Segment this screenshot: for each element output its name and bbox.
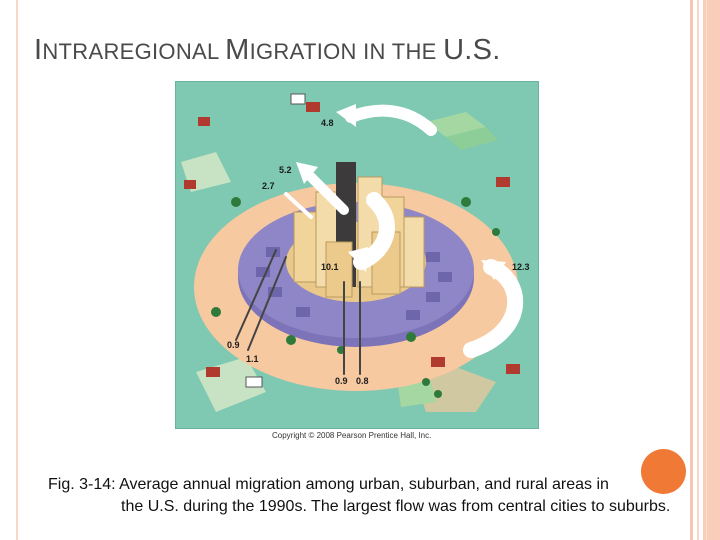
flow-label-city-to-suburb: 10.1: [321, 262, 339, 272]
flow-label-rural-left-b: 1.1: [246, 354, 259, 364]
caption-line-1: Fig. 3-14: Average annual migration among urban, suburban, and rural areas in: [48, 476, 609, 493]
caption-line-2: the U.S. during the 1990s. The largest flow was from central cities to suburbs.: [121, 498, 671, 515]
figure-caption: [48, 474, 688, 518]
flow-label-rural-to-city: 0.8: [356, 376, 369, 386]
title-us: U.S.: [443, 34, 501, 66]
slide-edge-stripe: [690, 0, 693, 540]
copyright-text: Copyright © 2008 Pearson Prentice Hall, Inc.: [272, 431, 432, 440]
slide-edge-stripe: [697, 0, 699, 540]
slide-left-rule: [16, 0, 18, 540]
title-cap-2: M: [225, 34, 250, 66]
slide-title: [34, 30, 501, 67]
flow-label-suburb-to-city: 5.2: [279, 165, 292, 175]
slide-edge-stripe: [706, 0, 707, 540]
title-rest-2: IGRATION IN THE: [249, 39, 444, 64]
flow-label-rural-to-suburb: 4.8: [321, 118, 334, 128]
migration-diagram: [176, 82, 538, 428]
flow-label-suburb-to-rural: 12.3: [512, 262, 530, 272]
flow-label-city-to-rural: 0.9: [335, 376, 348, 386]
migration-diagram-svg: [176, 82, 538, 428]
title-rest-1: NTRAREGIONAL: [42, 39, 226, 64]
flow-label-rural-left-a: 0.9: [227, 340, 240, 350]
flow-label-city-to-suburb-left: 2.7: [262, 181, 275, 191]
title-cap-1: I: [34, 34, 43, 66]
